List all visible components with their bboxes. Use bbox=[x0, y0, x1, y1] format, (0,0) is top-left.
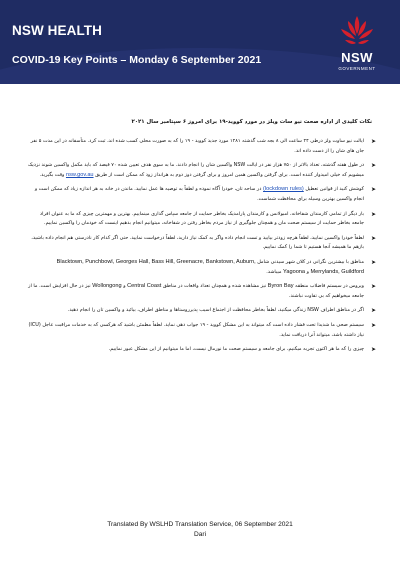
document-body bbox=[22, 118, 378, 360]
point-text: ایالت نیو ساوت ولز درطی ۲۴ ساعت الی ۸ بجه شب گذشته ۱۲۸۱ مورد جدید کووید - ۱۹ را که به صورت محلی کسب شده اند، ثبت کرد. متأسفانه در این مدت ۵ نفر جان های شان را از دست داده اند. bbox=[30, 138, 364, 154]
language-label: Dari bbox=[193, 531, 207, 538]
suburb-names: Blacktown, Punchbowl, Georges Hall, Bass Hill, Greenacre, Bankstown, Auburn, Merrylands, Guildford bbox=[56, 258, 364, 275]
list-item bbox=[22, 306, 378, 316]
point-text: مناطق با بیشترین نگرانی در کلان شهر سیدنی شامل bbox=[255, 258, 364, 265]
bullet-icon: ➤ bbox=[370, 186, 376, 194]
translation-credit: Translated By WSLHD Translation Service, 06 September 2021 bbox=[107, 521, 293, 528]
bullet-icon: ➤ bbox=[370, 234, 376, 242]
list-item bbox=[22, 137, 378, 156]
point-text: در ساحه تان، خودرا آگاه نموده و لطفاً به توصیه ها عمل نمایید. ماندن در خانه به هر اندازه زیاد که ممکن است و انجام واکسین بهترین وسیله برای محافظت شماست. bbox=[34, 186, 364, 202]
point-text: سیستم صحی ما شدیدا تحت فشار داده است که میتواند به این مشکل کووید - ۱۹ جواب دهی نماید. لطفاً مطمئن باشید که هرکسی که به خدمات مراقبت عاجل (ICU) نیاز داشته باشد، میتواند آنرا دریافت نماید. bbox=[28, 321, 364, 338]
point-text: اگر در مناطق اطراف NSW زندگی میکنید، لطفاً بخاطر محافظت از اجتماع اسیب پذیرروستاها و مناطق اطراف، بیائید و واکسین تان را انجام دهید. bbox=[67, 307, 364, 314]
nsw-government-logo bbox=[326, 12, 388, 74]
list-item bbox=[22, 185, 378, 204]
region-name: Wollongong bbox=[92, 283, 122, 290]
list-item bbox=[22, 234, 378, 253]
point-text: و bbox=[305, 268, 311, 275]
header-subtitle: COVID-19 Key Points – Monday 6 September 2021 bbox=[12, 54, 262, 66]
page-footer bbox=[0, 520, 400, 540]
bullet-icon: ➤ bbox=[370, 210, 376, 218]
bullet-icon: ➤ bbox=[370, 258, 376, 266]
bullet-icon: ➤ bbox=[370, 283, 376, 291]
key-points-list bbox=[22, 137, 378, 355]
nsw-gov-link[interactable]: nsw.gov.au bbox=[65, 171, 94, 178]
point-text: لطفاً خودرا واکسین نمایید، لطفاً هرچه زودتر بیایید و تست انجام داده واگر به کمک نیاز دارید، لطفاً درخواست نمایید. حتی اگر کدام کار نادرستی هم انجام داده باشید، بازهم ما همیشه آنجا هستیم تا شما را کمک نماییم. bbox=[31, 234, 364, 251]
region-name: Byron Bay bbox=[267, 283, 294, 290]
point-text: بار دیگر از تمامی کارمندان شفاخانه، امبولانس و کارمندان پارامدیک بخاطر حمایت از جامعه سپاس گذاری مینماییم. بهترین و مهمترین چیزی که ما به عنوان افراد جامعه بخاطر حمایت از سیستم صحت مان و همچنان جلوگیری از نیاز مردم بخاطر رفتن در شفاخانه، میتوانیم انجام بدهیم اینست که خودمان را واکسین نماییم. bbox=[39, 210, 364, 227]
point-text: ویروس در سیستم فاضلاب منطقه bbox=[293, 283, 364, 290]
list-item bbox=[22, 210, 378, 229]
list-item bbox=[22, 321, 378, 340]
header-title: NSW HEALTH bbox=[12, 23, 102, 38]
bullet-icon: ➤ bbox=[370, 346, 376, 354]
bullet-icon: ➤ bbox=[370, 321, 376, 329]
logo-subtext: GOVERNMENT bbox=[338, 66, 376, 71]
suburb-name: Yagoona bbox=[283, 268, 306, 275]
point-text: نیز مشاهده شده و همچنان تعداد واقعات در مناطق bbox=[161, 283, 268, 290]
point-text: وقت بگیرید. bbox=[39, 171, 66, 178]
point-text: در طول هفته گذشته، تعداد بالاتر از ۷۵۰ هزار نفر در ایالت NSW واکسین شان را انجام دادند. ما به سوی هدف تعیین شده ۷۰ فیصد که باید مکمل واکسین شوند نزدیک میشویم که خیلی امیدوار کننده است. برای گرفتن واکسین همین امروز و برای گرفتن دوز دوم به هرانداز زود که ممکن است از طریق bbox=[28, 162, 364, 178]
list-item bbox=[22, 258, 378, 277]
lockdown-rules-link[interactable]: (lockdown rules) bbox=[263, 186, 304, 193]
logo-text: NSW bbox=[341, 50, 373, 65]
point-text: چیزی را که ما هر اکنون تجربه میکنیم، برای جامعه و سیستم صحت ما نورمال نیست، اما ما میتوانیم از این مشکل عبور نماییم. bbox=[108, 346, 364, 353]
region-name: Central Coast bbox=[127, 283, 162, 290]
document-heading: نکات کلیدی از اداره صحت نیو سات ویلز در مورد کووید-۱۹ برای امروز ۶ سپتامبر سال ۲۰۲۱ bbox=[131, 119, 372, 125]
point-text: و bbox=[121, 283, 128, 290]
bullet-icon: ➤ bbox=[370, 138, 376, 145]
list-item bbox=[22, 161, 378, 180]
bullet-icon: ➤ bbox=[370, 307, 376, 315]
point-text: میباشد. bbox=[266, 268, 284, 275]
list-item bbox=[22, 345, 378, 355]
point-text: کوشش کنید از قوانین تعطیل bbox=[303, 186, 364, 193]
point-text: نیز در حال افزایش است. ما از جامعه میخواهیم که بی تفاوت نباشند. bbox=[28, 283, 364, 299]
page-header bbox=[0, 0, 400, 84]
bullet-icon: ➤ bbox=[370, 162, 376, 170]
waratah-icon bbox=[326, 12, 388, 52]
list-item bbox=[22, 282, 378, 301]
